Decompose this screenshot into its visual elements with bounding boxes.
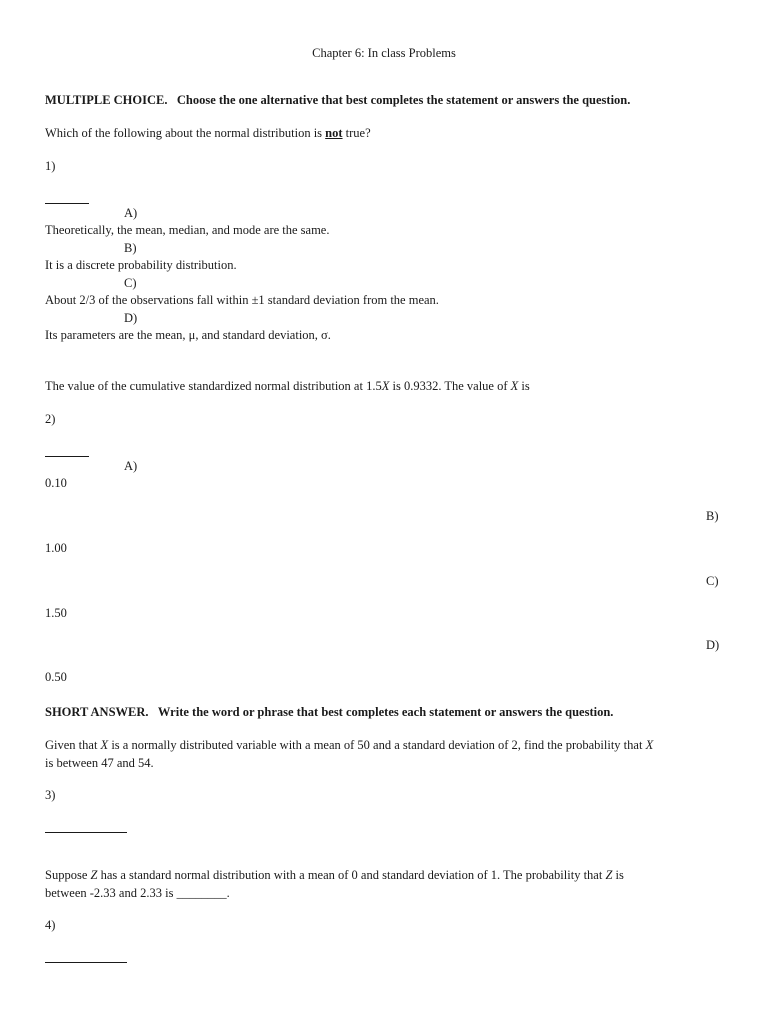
sa-heading: SHORT ANSWER. [45, 705, 149, 719]
q1-option-c-letter: C) [124, 276, 137, 290]
q2-option-d-letter: D) [706, 638, 720, 652]
q4-text-c: is [612, 868, 624, 882]
q1-answer-blank[interactable] [45, 203, 89, 204]
q3-text-b: is a normally distributed variable with a mean of 50 and a standard deviation of 2, find the probability that [108, 738, 646, 752]
q3-stem-line2: is between 47 and 54. [45, 756, 154, 770]
q1-option-b-text: It is a discrete probability distribution. [45, 258, 237, 272]
q4-answer-blank[interactable] [45, 962, 127, 963]
q1-stem-emphasis: not [325, 126, 343, 140]
q2-option-d-text: 0.50 [45, 670, 67, 684]
q3-variable-2: X [645, 738, 654, 752]
q2-option-b-text: 1.00 [45, 541, 67, 555]
q2-stem-variable: X [381, 379, 390, 393]
q1-option-a-letter: A) [124, 206, 138, 220]
mc-instruction: Choose the one alternative that best completes the statement or answers the question. [176, 93, 631, 107]
q2-stem-part-a: The value of the cumulative standardized normal distribution at 1.5 [45, 379, 382, 393]
q4-text-b: has a standard normal distribution with a mean of 0 and standard deviation of 1. The probability that [97, 868, 606, 882]
q3-number: 3) [45, 788, 56, 802]
q1-stem-text-end: true? [342, 126, 371, 140]
q4-variable: Z [90, 868, 98, 882]
q1-option-d-letter: D) [124, 311, 138, 325]
q2-stem-part-b: is 0.9332. The value of [389, 379, 511, 393]
q4-text-a: Suppose [45, 868, 91, 882]
q2-option-c-letter: C) [706, 574, 719, 588]
q2-option-a-text: 0.10 [45, 476, 67, 490]
q2-option-a-letter: A) [124, 459, 138, 473]
q3-answer-blank[interactable] [45, 832, 127, 833]
q1-stem [45, 126, 371, 141]
sa-instruction: Write the word or phrase that best completes each statement or answers the question. [157, 705, 614, 719]
q2-number: 2) [45, 412, 56, 426]
q2-answer-blank[interactable] [45, 456, 89, 457]
q3-variable: X [100, 738, 109, 752]
q4-variable-2: Z [605, 868, 613, 882]
q3-stem-line1 [45, 738, 653, 753]
q2-option-b-letter: B) [706, 509, 719, 523]
mc-section-header [45, 93, 630, 108]
q4-stem-line2: between -2.33 and 2.33 is ________. [45, 886, 230, 900]
q1-option-d-text: Its parameters are the mean, μ, and standard deviation, σ. [45, 328, 331, 342]
mc-heading: MULTIPLE CHOICE. [45, 93, 168, 107]
q1-number: 1) [45, 159, 56, 173]
q2-stem-variable-2: X [510, 379, 519, 393]
q1-stem-text: Which of the following about the normal distribution is [45, 126, 326, 140]
q1-option-a-text: Theoretically, the mean, median, and mode are the same. [45, 223, 330, 237]
q4-stem-line1 [45, 868, 624, 883]
q2-stem [45, 379, 530, 394]
q1-option-c-text: About 2/3 of the observations fall within ±1 standard deviation from the mean. [45, 293, 439, 307]
q4-number: 4) [45, 918, 56, 932]
sa-section-header [45, 705, 613, 720]
q1-option-b-letter: B) [124, 241, 137, 255]
q2-stem-part-c: is [518, 379, 530, 393]
q3-text-a: Given that [45, 738, 101, 752]
page-title: Chapter 6: In class Problems [312, 46, 456, 60]
q2-option-c-text: 1.50 [45, 606, 67, 620]
